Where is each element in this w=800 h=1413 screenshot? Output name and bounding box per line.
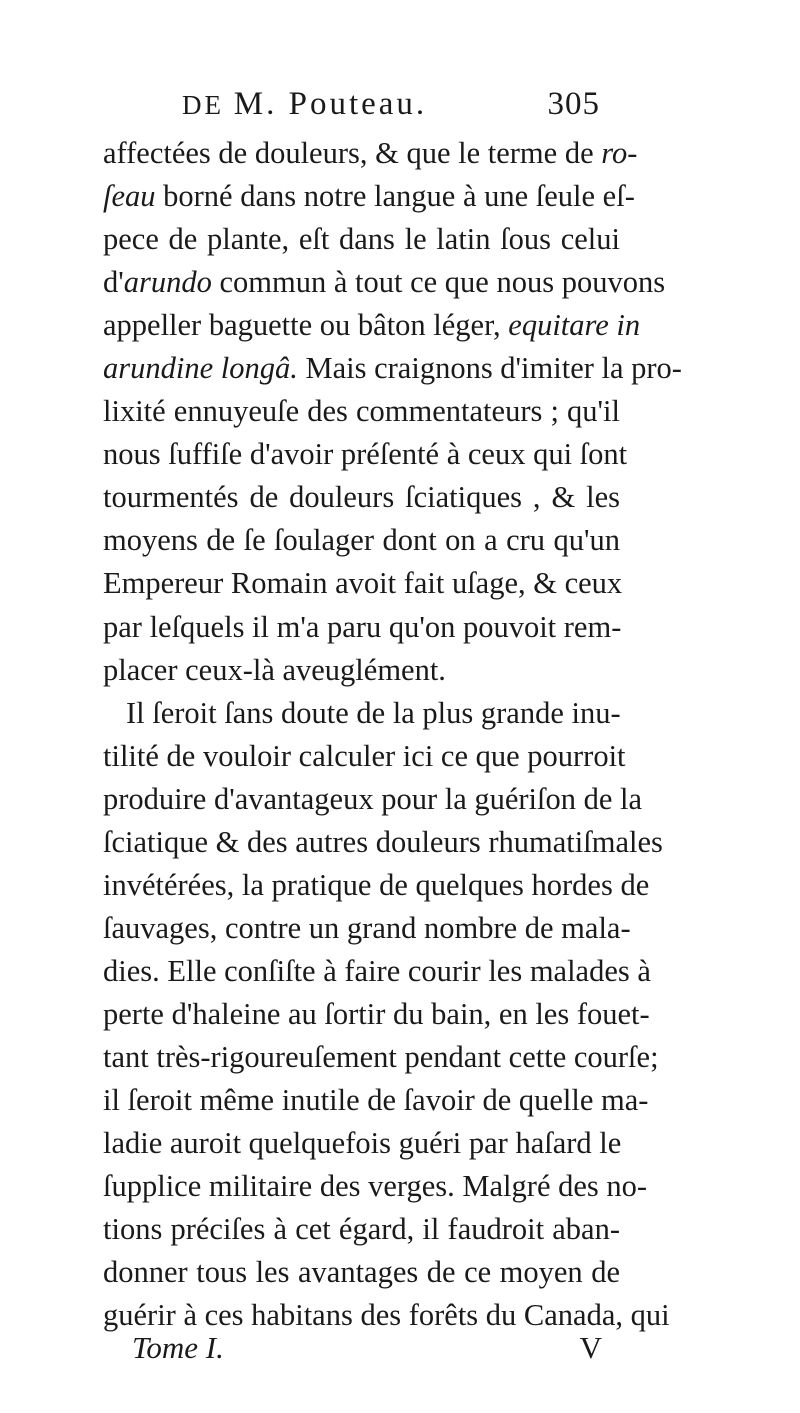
- text-line: moyens de ſe ſoulager dont on a cru qu'un: [103, 523, 620, 558]
- paragraph-start-line: Il ſeroit ſans doute de la plus grande inu-: [126, 695, 621, 730]
- text-line: [103, 132, 638, 175]
- running-head: [150, 86, 600, 126]
- text-line: Empereur Romain avoit fait uſage, & ceux: [103, 566, 623, 601]
- italic-word: ſeau: [103, 179, 156, 214]
- text-line: tant très-rigoureuſement pendant cette courſe;: [103, 1039, 659, 1074]
- italic-phrase: equitare in: [508, 308, 641, 343]
- text-line: par leſquels il m'a paru qu'on pouvoit rem-: [103, 609, 622, 644]
- body-text: [103, 132, 682, 1337]
- signature-mark: V: [579, 1330, 602, 1365]
- text-line: ſauvages, contre un grand nombre de mala-: [103, 910, 631, 945]
- text-span: affectées de douleurs, & que le terme de: [103, 136, 602, 170]
- text-line: invétérées, la pratique de quelques hordes de: [103, 867, 650, 902]
- text-span: borné dans notre langue à une ſeule eſ-: [155, 179, 635, 214]
- text-line: nous ſuffiſe d'avoir préſenté à ceux qui ſont: [103, 437, 628, 472]
- text-line: [103, 347, 682, 390]
- text-line: lixité ennuyeuſe des commentateurs ; qu'il: [103, 394, 620, 429]
- text-line: guérir à ces habitans des forêts du Canada, qui: [103, 1298, 670, 1333]
- text-line: pece de plante, eſt dans le latin ſous celui: [103, 222, 620, 257]
- text-line: [103, 175, 635, 218]
- text-line: perte d'haleine au ſortir du bain, en les fouet-: [103, 996, 650, 1031]
- text-span: commun à tout ce que nous pouvons: [211, 265, 666, 300]
- text-line: dies. Elle conſiſte à faire courir les malades à: [103, 953, 651, 988]
- page-footer: [132, 1330, 602, 1374]
- italic-word: arundo: [123, 265, 212, 300]
- text-line: donner tous les avantages de ce moyen de: [103, 1255, 620, 1290]
- text-line: tourmentés de douleurs ſciatiques , & les: [103, 480, 620, 515]
- page-number: 305: [547, 86, 600, 122]
- running-head-title: [182, 86, 427, 123]
- text-line: il ſeroit même inutile de ſavoir de quelle ma-: [103, 1083, 649, 1118]
- running-head-author: M. Pouteau.: [233, 86, 428, 122]
- italic-word: ro-: [601, 136, 638, 170]
- italic-phrase: arundine longâ.: [103, 351, 298, 386]
- text-line: tions préciſes à cet égard, il faudroit aban-: [103, 1212, 620, 1247]
- text-line: tilité de vouloir calculer ici ce que pourroit: [103, 738, 626, 773]
- text-line: placer ceux-là aveuglément.: [103, 652, 446, 687]
- text-line: [103, 304, 641, 347]
- volume-label: Tome I.: [132, 1330, 224, 1365]
- text-line: ſciatique & des autres douleurs rhumatiſmales: [103, 824, 663, 859]
- text-line: [103, 261, 666, 304]
- text-line: ladie auroit quelquefois guéri par haſard le: [103, 1126, 622, 1161]
- text-span: d': [103, 265, 124, 300]
- text-span: appeller baguette ou bâton léger,: [103, 308, 509, 343]
- running-head-prefix: DE: [182, 90, 234, 120]
- text-span: Mais craignons d'imiter la pro-: [297, 351, 682, 386]
- text-line: ſupplice militaire des verges. Malgré des no-: [103, 1169, 648, 1204]
- text-line: produire d'avantageux pour la guériſon de la: [103, 781, 643, 816]
